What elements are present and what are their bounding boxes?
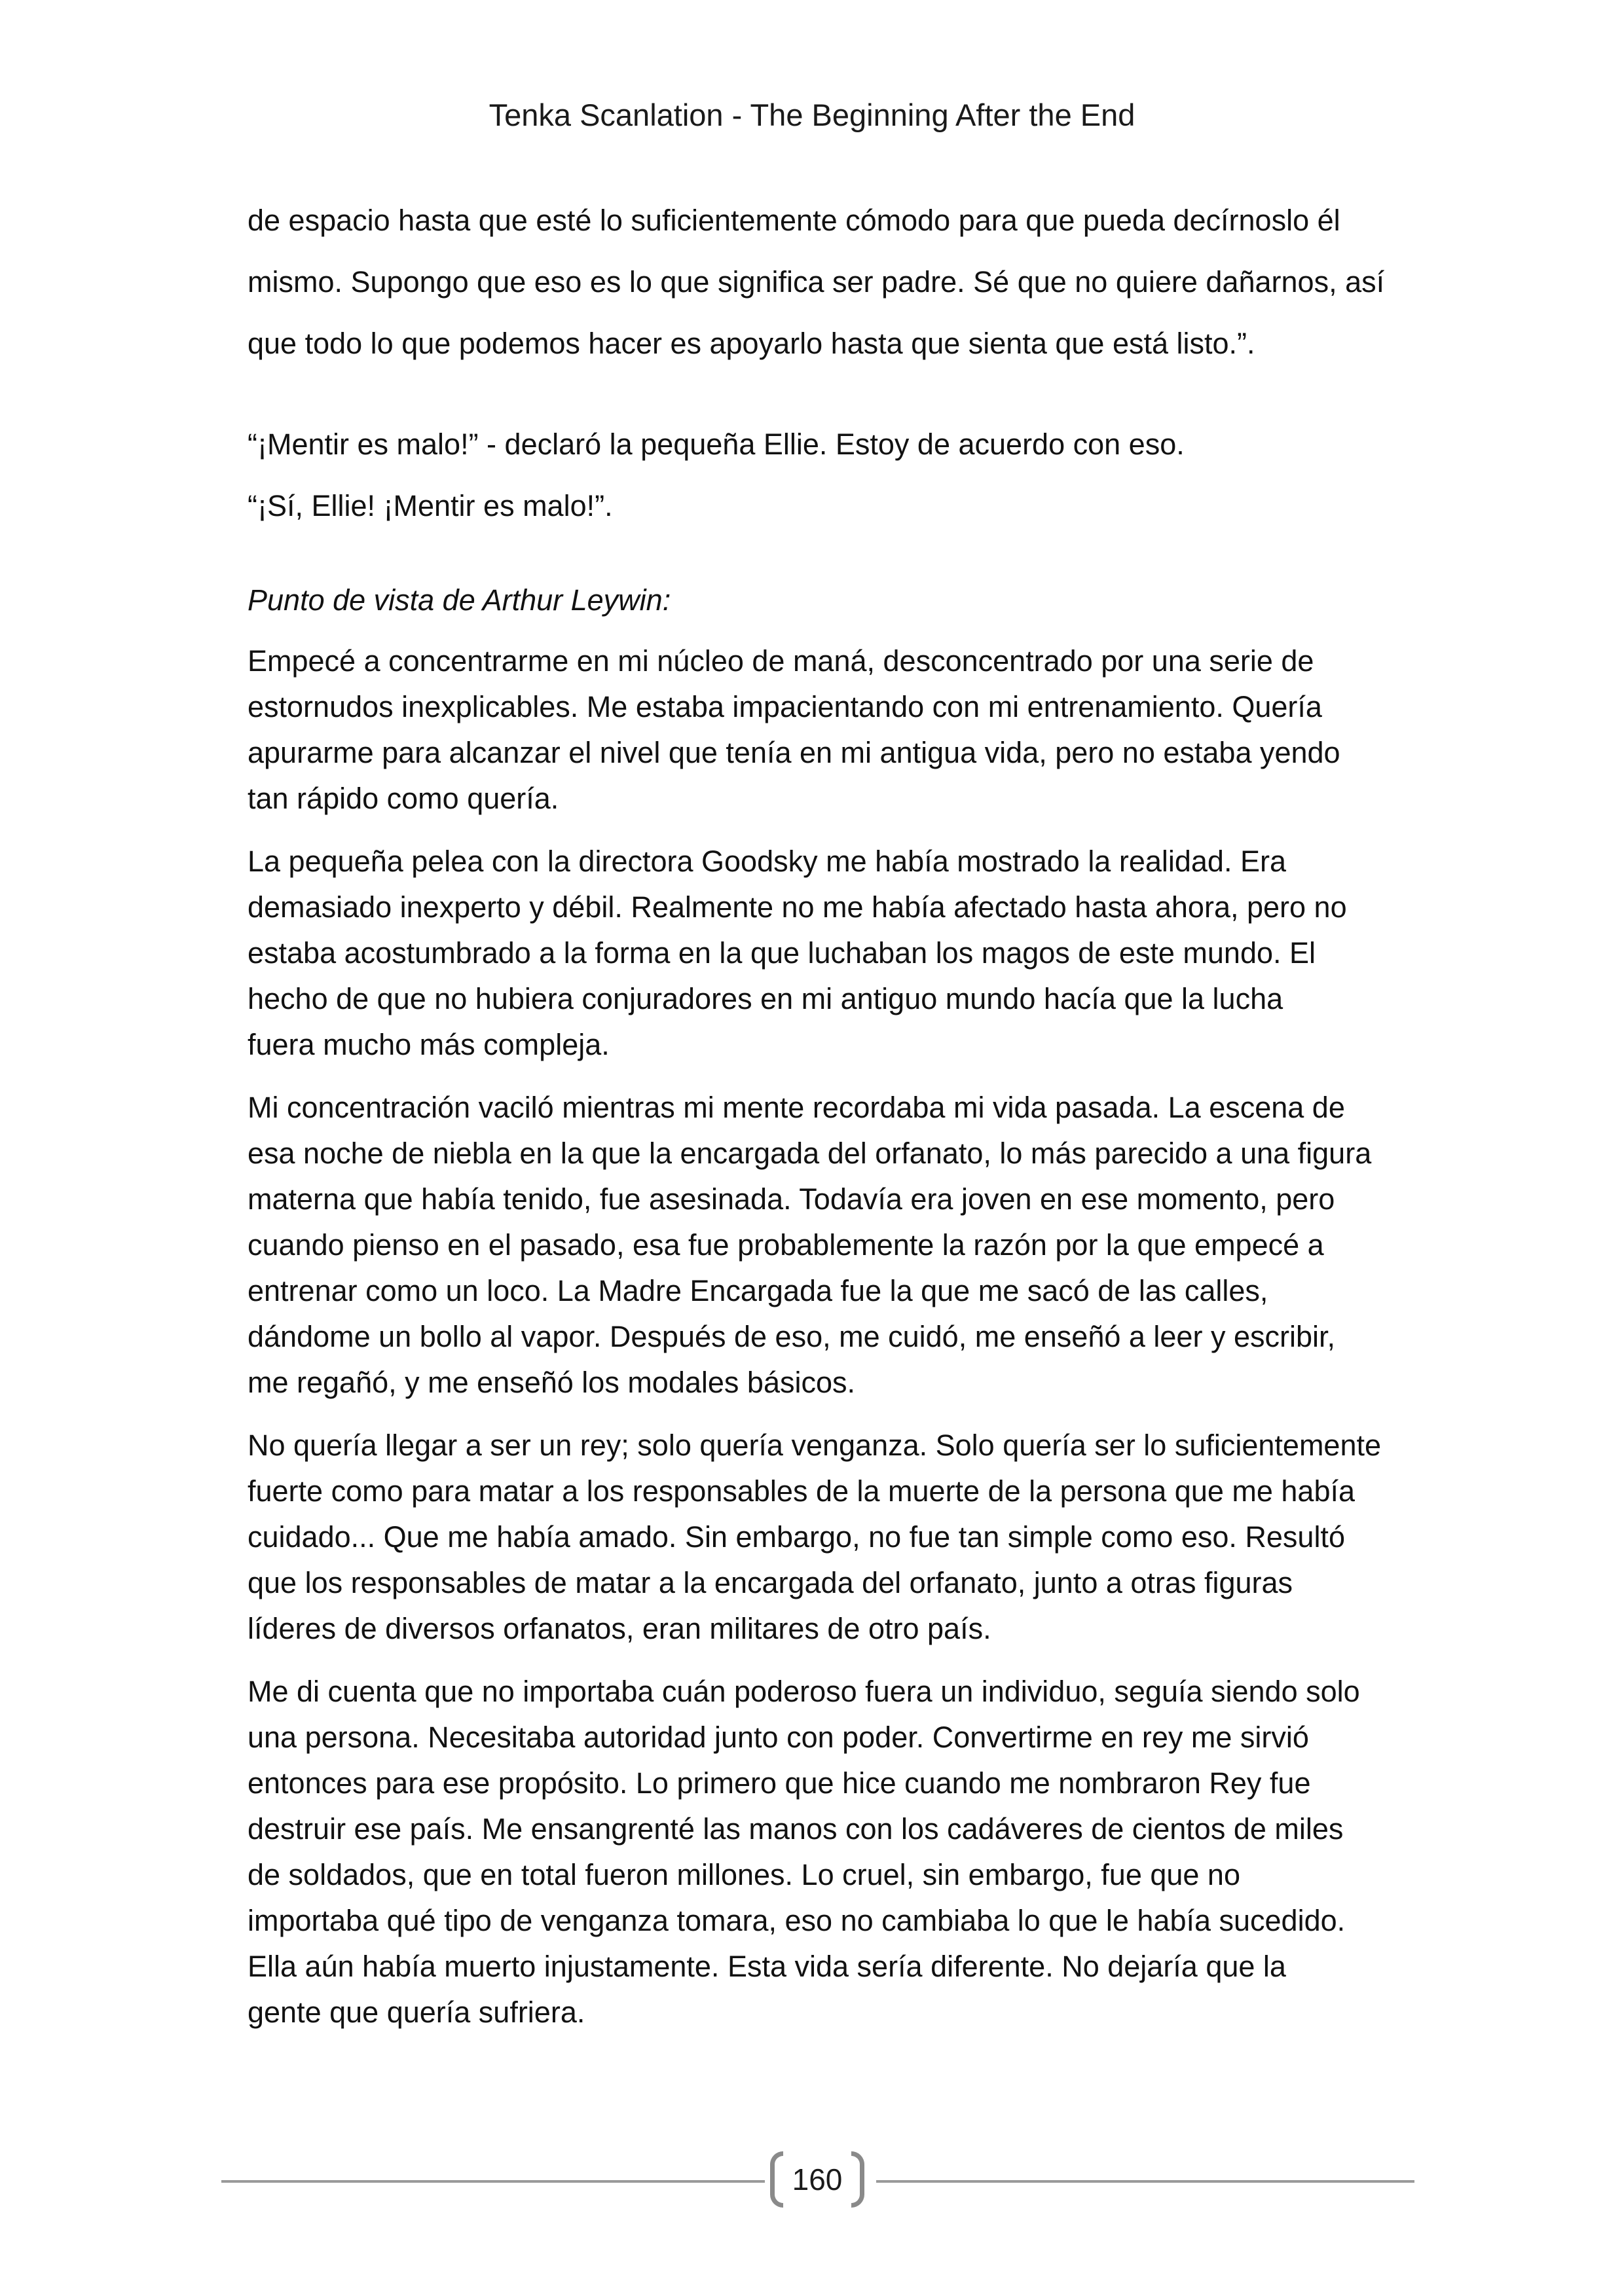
text-line: una persona. Necesitaba autoridad junto con poder. Convertirme en rey me sirvió bbox=[248, 1721, 1309, 1754]
paragraph bbox=[248, 839, 1413, 1068]
text-line: Empecé a concentrarme en mi núcleo de maná, desconcentrado por una serie de bbox=[248, 644, 1314, 678]
dialogue-line: “¡Mentir es malo!” - declaró la pequeña Ellie. Estoy de acuerdo con eso. bbox=[248, 428, 1185, 461]
text-line: La pequeña pelea con la directora Goodsky me había mostrado la realidad. Era bbox=[248, 845, 1286, 878]
text-line: gente que quería sufriera. bbox=[248, 1995, 585, 2029]
paragraph bbox=[248, 1085, 1413, 1406]
text-line: cuidado... Que me había amado. Sin embargo, no fue tan simple como eso. Resultó bbox=[248, 1520, 1345, 1554]
pov-heading: Punto de vista de Arthur Leywin: bbox=[248, 583, 671, 617]
text-line: materna que había tenido, fue asesinada. Todavía era joven en ese momento, pero bbox=[248, 1182, 1335, 1216]
text-line: Me di cuenta que no importaba cuán poderoso fuera un individuo, seguía siendo solo bbox=[248, 1675, 1360, 1708]
text-line: mismo. Supongo que eso es lo que significa ser padre. Sé que no quiere dañarnos, así bbox=[248, 265, 1385, 299]
footer-rule-right bbox=[876, 2180, 1414, 2183]
close-bracket-icon bbox=[851, 2151, 864, 2208]
text-line: que los responsables de matar a la encargada del orfanato, junto a otras figuras bbox=[248, 1566, 1293, 1599]
open-bracket-icon bbox=[770, 2151, 783, 2208]
paragraph bbox=[248, 1669, 1413, 2035]
text-line: esa noche de niebla en la que la encargada del orfanato, lo más parecido a una figura bbox=[248, 1137, 1372, 1170]
text-line: apurarme para alcanzar el nivel que tenía en mi antigua vida, pero no estaba yendo bbox=[248, 736, 1340, 769]
text-line: demasiado inexperto y débil. Realmente no me había afectado hasta ahora, pero no bbox=[248, 890, 1347, 924]
text-line: de espacio hasta que esté lo suficientemente cómodo para que pueda decírnoslo él bbox=[248, 204, 1340, 237]
running-header: Tenka Scanlation - The Beginning After the End bbox=[489, 98, 1135, 132]
text-line: Mi concentración vaciló mientras mi mente recordaba mi vida pasada. La escena de bbox=[248, 1091, 1345, 1124]
text-line: cuando pienso en el pasado, esa fue probablemente la razón por la que empecé a bbox=[248, 1228, 1324, 1262]
page-body bbox=[248, 190, 1413, 2035]
text-line: entrenar como un loco. La Madre Encargada fue la que me sacó de las calles, bbox=[248, 1274, 1268, 1307]
text-line: de soldados, que en total fueron millones. Lo cruel, sin embargo, fue que no bbox=[248, 1858, 1240, 1891]
text-line: estornudos inexplicables. Me estaba impacientando con mi entrenamiento. Quería bbox=[248, 690, 1322, 723]
page-footer bbox=[221, 2151, 1414, 2210]
paragraph bbox=[248, 1423, 1413, 1652]
paragraph bbox=[248, 638, 1413, 822]
text-line: No quería llegar a ser un rey; solo quería venganza. Solo quería ser lo suficientemente bbox=[248, 1429, 1382, 1462]
dialogue-line: “¡Sí, Ellie! ¡Mentir es malo!”. bbox=[248, 489, 613, 522]
text-line: fuera mucho más compleja. bbox=[248, 1028, 610, 1061]
text-line: importaba qué tipo de venganza tomara, eso no cambiaba lo que le había sucedido. bbox=[248, 1904, 1346, 1937]
text-line: dándome un bollo al vapor. Después de eso, me cuidó, me enseñó a leer y escribir, bbox=[248, 1320, 1335, 1353]
text-line: Ella aún había muerto injustamente. Esta vida sería diferente. No dejaría que la bbox=[248, 1950, 1286, 1983]
paragraph-closing-quote bbox=[248, 190, 1413, 374]
text-line: líderes de diversos orfanatos, eran militares de otro país. bbox=[248, 1612, 991, 1645]
text-line: destruir ese país. Me ensangrenté las manos con los cadáveres de cientos de miles bbox=[248, 1812, 1344, 1846]
text-line: hecho de que no hubiera conjuradores en mi antiguo mundo hacía que la lucha bbox=[248, 982, 1283, 1015]
footer-rule-left bbox=[221, 2180, 765, 2183]
page-number: 160 bbox=[792, 2162, 843, 2196]
text-line: tan rápido como quería. bbox=[248, 782, 559, 815]
text-line: entonces para ese propósito. Lo primero que hice cuando me nombraron Rey fue bbox=[248, 1766, 1311, 1800]
text-line: estaba acostumbrado a la forma en la que luchaban los magos de este mundo. El bbox=[248, 936, 1316, 970]
text-line: que todo lo que podemos hacer es apoyarlo hasta que sienta que está listo.”. bbox=[248, 327, 1255, 360]
text-line: fuerte como para matar a los responsables de la muerte de la persona que me había bbox=[248, 1474, 1355, 1508]
text-line: me regañó, y me enseñó los modales básicos. bbox=[248, 1366, 855, 1399]
